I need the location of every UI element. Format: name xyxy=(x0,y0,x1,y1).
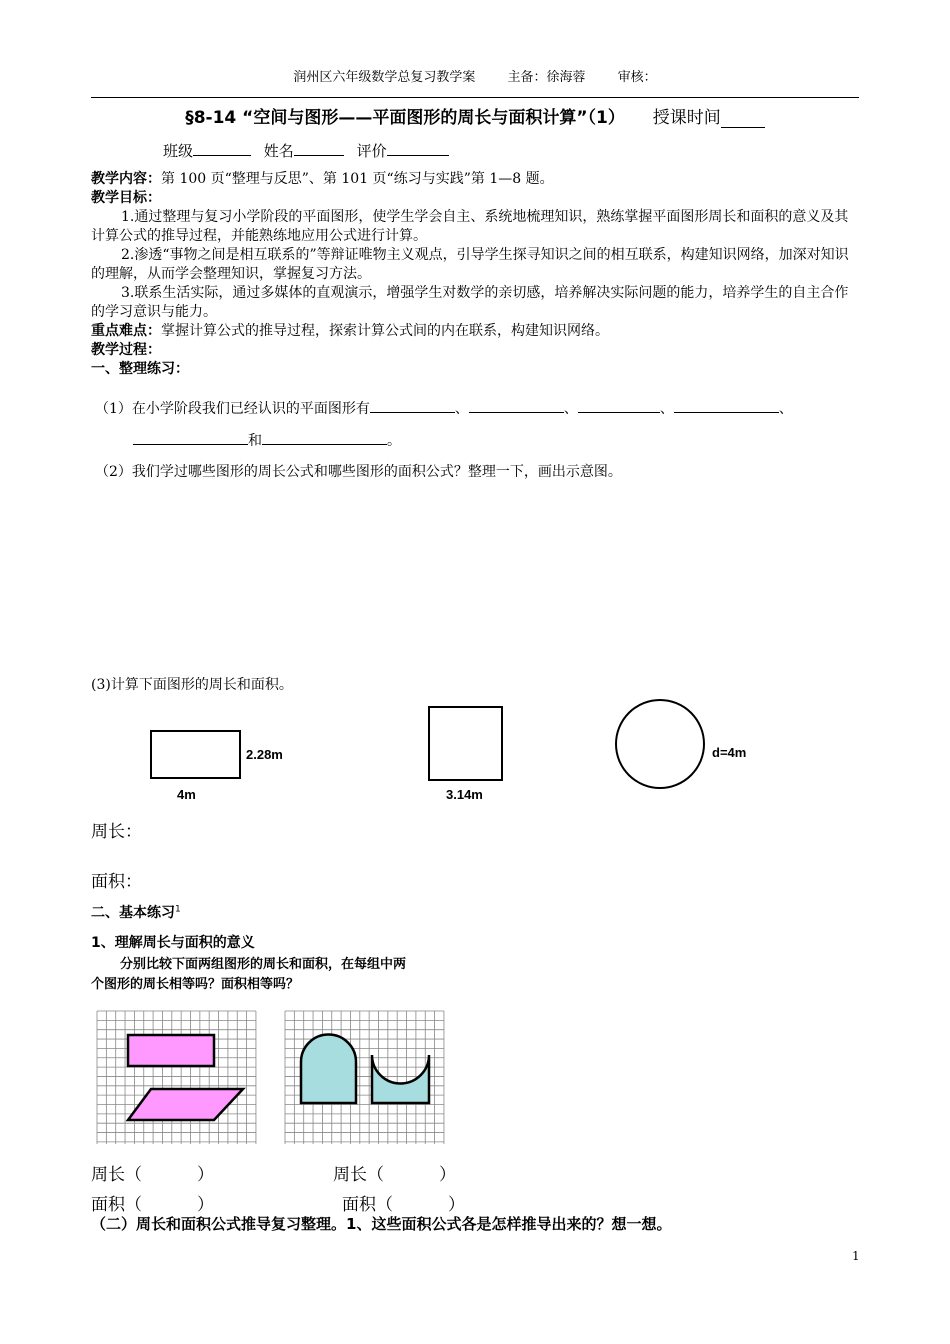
q1-blank[interactable] xyxy=(674,398,779,413)
rect-height-label: 2.28m xyxy=(246,747,283,762)
q1-end: 。 xyxy=(387,433,401,449)
page-title xyxy=(0,103,950,128)
footnote-mark: 1 xyxy=(175,904,181,915)
pink-rectangle xyxy=(128,1035,214,1066)
q1-sep: 、 xyxy=(659,401,674,417)
goal-1: 1.通过整理与复习小学阶段的平面图形，使学生学会自主、系统地梳理知识，熟练掌握平面图形周长和面积的意义及其计算公式的推导过程，并能熟练地应用公式进行计算。 xyxy=(91,209,849,244)
key-text: 掌握计算公式的推导过程，探索计算公式间的内在联系，构建知识网络。 xyxy=(161,323,609,339)
section2-desc-line1: 分别比较下面两组图形的周长和面积，在每组中两 xyxy=(120,957,407,972)
field-eval-label: 评价 xyxy=(356,142,387,160)
area-right-label: 面积（ xyxy=(342,1195,393,1215)
page-number: 1 xyxy=(852,1249,860,1263)
title-time-label: 授课时间 xyxy=(652,108,721,128)
grid-right xyxy=(284,1010,446,1146)
field-name-label: 姓名 xyxy=(263,142,294,160)
goal-3: 3.联系生活实际，通过多媒体的直观演示，增强学生对数学的亲切感，培养解决实际问题的能力，培养学生的自主合作的学习意识与能力。 xyxy=(91,285,849,320)
q1-blank[interactable] xyxy=(469,398,564,413)
q1-and: 和 xyxy=(248,433,262,449)
section3-text: 1、这些面积公式各是怎样推导出来的？想一想。 xyxy=(346,1215,672,1233)
close-paren: ） xyxy=(439,1165,456,1185)
question-1 xyxy=(95,398,865,418)
lesson-info xyxy=(91,170,861,379)
field-class-blank[interactable] xyxy=(193,141,251,156)
field-class-label: 班级 xyxy=(163,142,194,160)
perimeter-left-label: 周长（ xyxy=(91,1165,142,1185)
q1-blank[interactable] xyxy=(578,398,660,413)
q1-blank[interactable] xyxy=(262,430,387,445)
q1-prefix: （1）在小学阶段我们已经认识的平面图形有 xyxy=(95,401,370,417)
grid-lines-left xyxy=(97,1011,256,1144)
section2-title xyxy=(91,902,181,922)
question-3: (3)计算下面图形的周长和面积。 xyxy=(91,677,293,693)
header-author: 主备：徐海蓉 xyxy=(507,70,586,85)
area-left-label: 面积（ xyxy=(91,1195,142,1215)
goal-2: 2.渗透“事物之间是相互联系的”等辩证唯物主义观点，引导学生探寻知识之间的相互联系，构建知识网络，加深对知识的理解，从而学会整理知识，掌握复习方法。 xyxy=(91,247,849,282)
q1-sep: 、 xyxy=(563,401,578,417)
section2-desc-line2: 个图形的周长相等吗？面积相等吗？ xyxy=(91,977,300,992)
area-label: 面积： xyxy=(91,872,142,892)
perimeter-label: 周长： xyxy=(91,822,142,842)
rect-width-label: 4m xyxy=(177,787,196,802)
q1-blank[interactable] xyxy=(133,430,248,445)
field-eval-blank[interactable] xyxy=(387,141,449,156)
circle-shape xyxy=(616,700,704,788)
q1-blank[interactable] xyxy=(370,398,455,413)
time-blank xyxy=(721,127,765,128)
section2-title-text: 二、基本练习 xyxy=(91,905,175,921)
field-name-blank[interactable] xyxy=(294,141,344,156)
close-paren: ） xyxy=(197,1165,214,1185)
q1-sep: 、 xyxy=(778,401,793,417)
page-header xyxy=(0,66,950,85)
square-side-label: 3.14m xyxy=(446,787,483,802)
area-right xyxy=(342,1190,465,1215)
process-label: 教学过程： xyxy=(91,342,161,358)
close-paren: ） xyxy=(448,1195,465,1215)
section3 xyxy=(91,1213,671,1234)
goals-label: 教学目标： xyxy=(91,190,161,206)
perimeter-right xyxy=(333,1160,456,1185)
close-paren: ） xyxy=(197,1195,214,1215)
teal-arch-shape xyxy=(301,1035,356,1103)
grid-left xyxy=(96,1010,258,1146)
circle-diameter-label: d=4m xyxy=(712,745,747,760)
question-1-line2 xyxy=(133,430,401,450)
header-rule xyxy=(91,97,859,98)
teal-bowl-shape xyxy=(372,1055,429,1103)
square-shape xyxy=(429,707,502,780)
question-2: （2）我们学过哪些图形的周长公式和哪些图形的面积公式？整理一下，画出示意图。 xyxy=(95,464,622,480)
header-school: 润州区六年级数学总复习教学案 xyxy=(293,70,476,85)
pink-parallelogram xyxy=(128,1089,243,1120)
key-label: 重点难点： xyxy=(91,323,161,339)
content-text: 第 100 页“整理与反思”、第 101 页“练习与实践”第 1—8 题。 xyxy=(161,171,554,187)
title-main: §8-14 “空间与图形——平面图形的周长与面积计算”（1） xyxy=(185,108,625,128)
q1-sep: 、 xyxy=(454,401,469,417)
area-left xyxy=(91,1190,214,1215)
content-label: 教学内容： xyxy=(91,171,161,187)
perimeter-right-label: 周长（ xyxy=(333,1165,384,1185)
section3-title: （二）周长和面积公式推导复习整理。 xyxy=(91,1215,347,1233)
section2-sub1: 1、理解周长与面积的意义 xyxy=(91,935,255,951)
perimeter-left xyxy=(91,1160,214,1185)
student-fields xyxy=(163,140,457,161)
header-reviewer: 审核： xyxy=(617,70,657,85)
section1-title: 一、整理练习： xyxy=(91,361,189,377)
rectangle-shape xyxy=(151,731,240,778)
